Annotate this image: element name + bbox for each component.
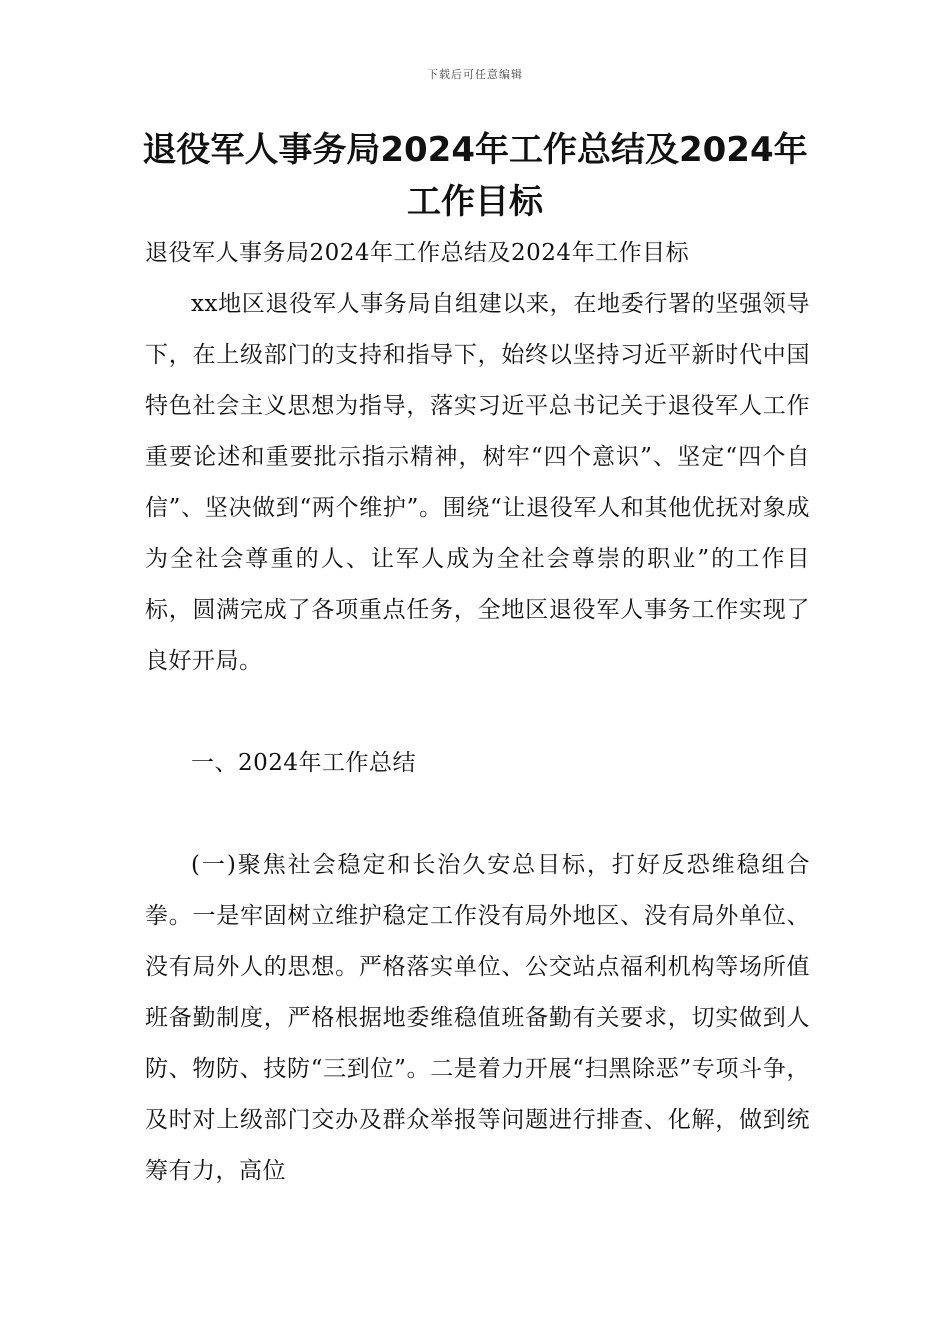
- document-subtitle: 退役军人事务局2024年工作总结及2024年工作目标: [145, 240, 690, 266]
- document-body: [145, 228, 810, 1197]
- document-title: 退役军人事务局2024年工作总结及2024年工作目标: [142, 130, 808, 222]
- intro-paragraph: xx地区退役军人事务局自组建以来，在地委行署的坚强领导下，在上级部门的支持和指导下，始终以坚持习近平新时代中国特色社会主义思想为指导，落实习近平总书记关于退役军人工作重要论述和重要批示指示精神，树牢“四个意识”、坚定“四个自信”、坚决做到“两个维护”。围绕“让退役军人和其他优抚对象成为全社会尊重的人、让军人成为全社会尊崇的职业”的工作目标，圆满完成了各项重点任务，全地区退役军人事务工作实现了良好开局。: [145, 291, 810, 674]
- header-note: 下载后可任意编辑: [427, 68, 523, 81]
- item-paragraph: (一)聚焦社会稳定和长治久安总目标，打好反恐维稳组合拳。一是牢固树立维护稳定工作没有局外地区、没有局外单位、没有局外人的思想。严格落实单位、公交站点福利机构等场所值班备勤制度，严格根据地委维稳值班备勤有关要求，切实做到人防、物防、技防“三到位”。二是着力开展“扫黑除恶”专项斗争，及时对上级部门交办及群众举报等问题进行排查、化解，做到统筹有力，高位: [145, 852, 810, 1184]
- section-heading: 一、2024年工作总结: [191, 750, 417, 776]
